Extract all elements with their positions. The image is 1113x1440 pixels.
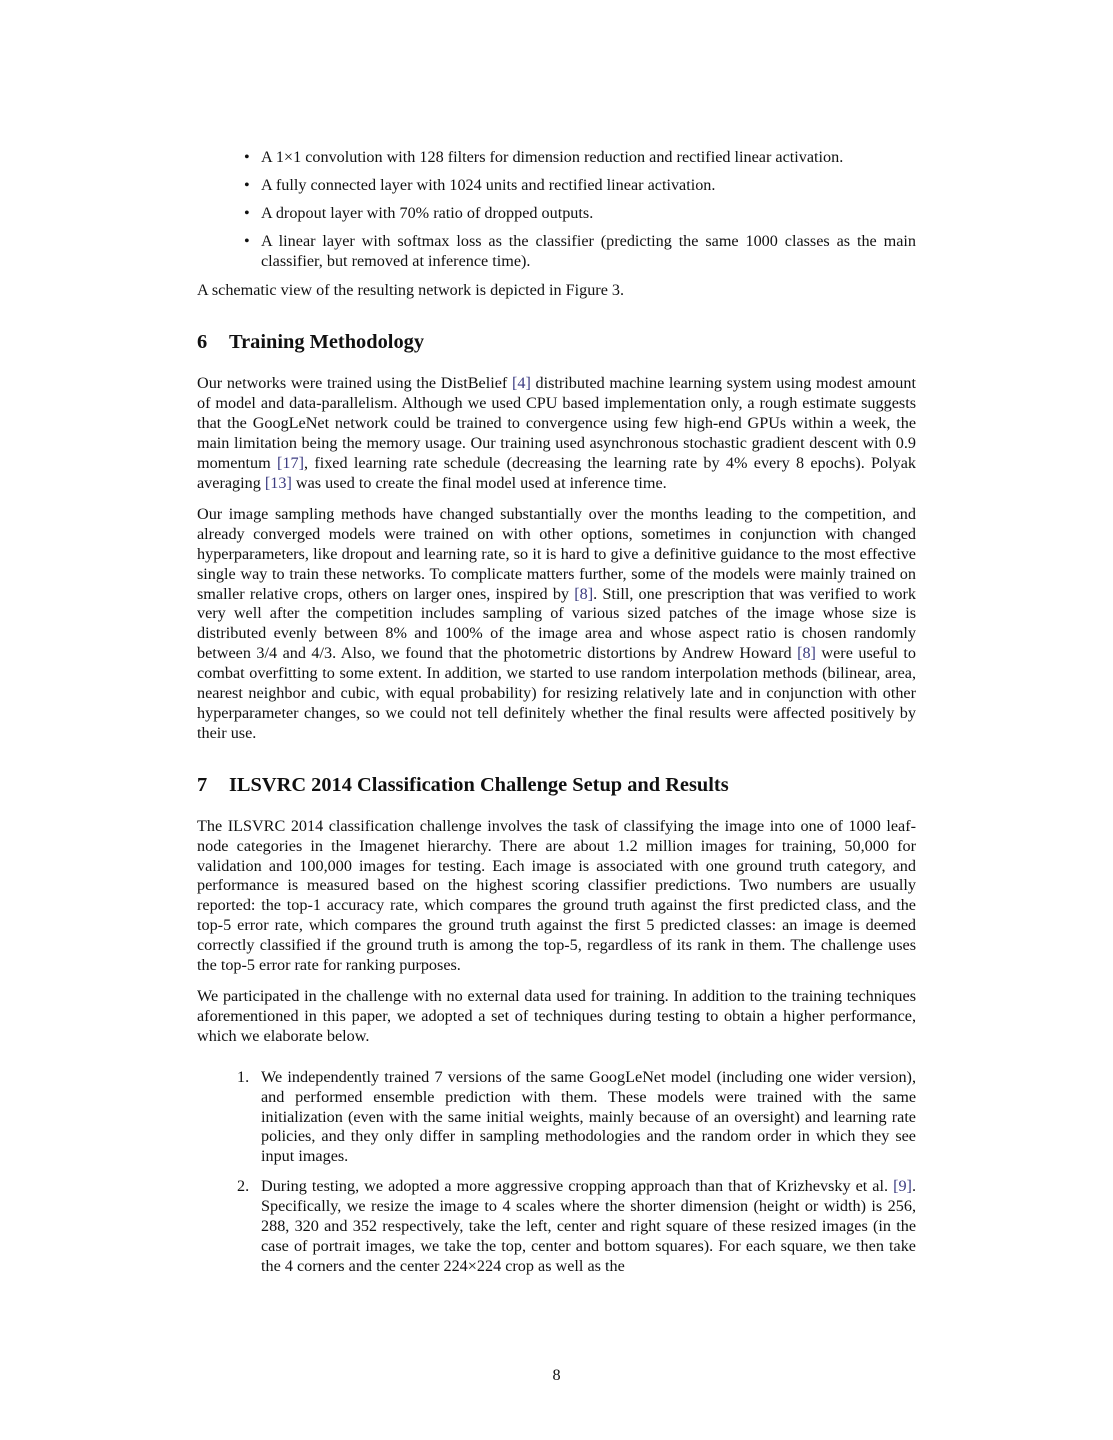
bullet-item: • A 1×1 convolution with 128 filters for dimension reduction and rectified linear activation. xyxy=(244,148,844,166)
section-number: 7 xyxy=(197,773,208,796)
auxiliary-classifier-bullet-list xyxy=(197,148,916,272)
citation-link[interactable]: [13] xyxy=(264,473,292,492)
citation-link[interactable]: [8] xyxy=(797,644,816,663)
numbered-item: 1. We independently trained 7 versions of the same GoogLeNet model (including one wider version), and performed ensemble prediction with them. These models were trained with the same initialization (even with the same initial weights, mainly because of an oversight) and learning rate policies, and they only differ in sampling methodologies and the random order in which they see input images. xyxy=(237,1067,916,1166)
bullet-item: • A linear layer with softmax loss as the classifier (predicting the same 1000 classes as the main classifier, but removed at inference time). xyxy=(244,231,916,270)
section-7-heading xyxy=(197,773,916,797)
paper-page xyxy=(197,148,916,1287)
testing-techniques-list xyxy=(197,1068,916,1277)
page-number: 8 xyxy=(552,1366,561,1384)
schematic-sentence: A schematic view of the resulting network is depicted in Figure 3. xyxy=(197,280,625,299)
citation-link[interactable]: [17] xyxy=(277,454,304,473)
bullet-icon: • xyxy=(244,231,250,250)
section-7-paragraph-2: We participated in the challenge with no external data used for training. In addition to the training techniques aforementioned in this paper, we adopted a set of techniques during testing to obtain a higher performance, which we elaborate below. xyxy=(197,987,916,1045)
section-6-paragraph-2: Our image sampling methods have changed substantially over the months leading to the competition, and already converged models were trained on with other options, sometimes in conjunction with changed hyperparameters, like dropout and learning rate, so it is hard to give a definitive guidance to the most effective single way to train these networks. To complicate matters further, some of the models were mainly trained on smaller relative crops, others on larger ones, inspired by [8]. Still, one prescription that was verified to work very well after the competition includes sampling of various sized patches of the image whose size is distributed evenly between 8% and 100% of the image area and whose aspect ratio is chosen randomly between 3/4 and 4/3. Also, we found that the photometric distortions by Andrew Howard [8] were useful to combat overfitting to some extent. In addition, we started to use random interpolation methods (bilinear, area, nearest neighbor and cubic, with equal probability) for resizing relatively late and in conjunction with other hyperparameter changes, so we could not tell definitely whether the final results were affected positively by their use. xyxy=(197,504,917,742)
bullet-icon: • xyxy=(244,175,250,194)
citation-link[interactable]: [4] xyxy=(511,374,531,393)
section-title: Training Methodology xyxy=(229,331,425,354)
bullet-icon: • xyxy=(244,203,250,222)
bullet-item: • A dropout layer with 70% ratio of dropped outputs. xyxy=(244,203,594,222)
section-7-paragraph-1: The ILSVRC 2014 classification challenge involves the task of classifying the image into one of 1000 leaf-node categories in the Imagenet hierarchy. There are about 1.2 million images for training, 50,000 for validation and 100,000 images for testing. Each image is associated with one ground truth category, and performance is measured based on the highest scoring classifier predictions. Two numbers are usually reported: the top-1 accuracy rate, which compares the ground truth against the first predicted class, and the top-5 error rate, which compares the ground truth against the first 5 predicted classes: an image is deemed correctly classified if the ground truth is among the top-5, regardless of its rank in them. The challenge uses the top-5 error rate for ranking purposes. xyxy=(197,816,916,975)
item-number: 1. xyxy=(237,1067,250,1086)
bullet-icon: • xyxy=(244,148,250,166)
citation-link[interactable]: [9] xyxy=(893,1177,912,1196)
item-number: 2. xyxy=(237,1177,250,1196)
bullet-item: • A fully connected layer with 1024 units and rectified linear activation. xyxy=(244,175,716,194)
numbered-item: 2. During testing, we adopted a more aggressive cropping approach than that of Krizhevsky et al. [9]. Specifically, we resize the image to 4 scales where the shorter dimension (height or width) is 256, 288, 320 and 352 respectively, take the left, center and right square of these resized images (in the case of portrait images, we take the top, center and bottom squares). For each square, we then take the 4 corners and the center 224×224 crop as well as the xyxy=(237,1177,916,1275)
section-title: ILSVRC 2014 Classification Challenge Setup and Results xyxy=(229,773,729,796)
section-number: 6 xyxy=(197,331,208,354)
citation-link[interactable]: [8] xyxy=(574,584,594,603)
section-6-paragraph-1: Our networks were trained using the DistBelief [4] distributed machine learning system using modest amount of model and data-parallelism. Although we used CPU based implementation only, a rough estimate suggests that the GoogLeNet network could be trained to convergence using few high-end GPUs within a week, the main limitation being the memory usage. Our training used asynchronous stochastic gradient descent with 0.9 momentum [17], fixed learning rate schedule (decreasing the learning rate by 4% every 8 epochs). Polyak averaging [13] was used to create the final model used at inference time. xyxy=(197,374,916,492)
section-6-heading xyxy=(197,330,916,354)
